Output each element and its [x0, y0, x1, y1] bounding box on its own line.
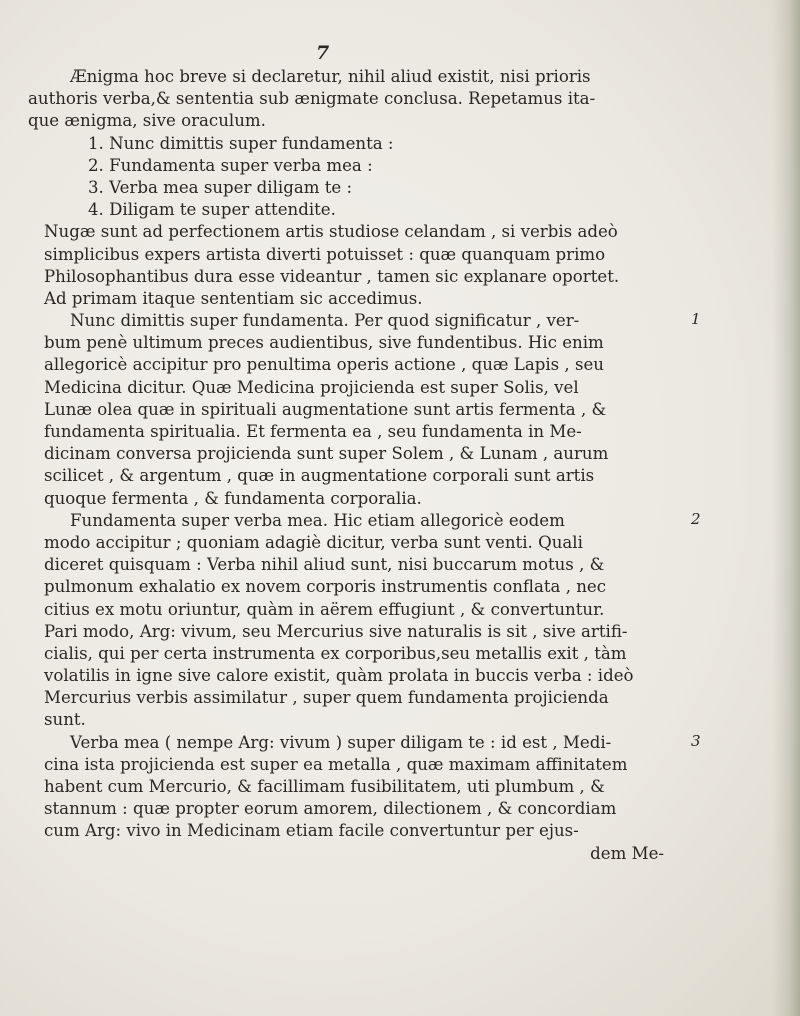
text-line: cialis, qui per certa instrumenta ex corporibus,seu metallis exit , tàm — [44, 643, 627, 663]
text-line: allegoricè accipitur pro penultima operis actione , quæ Lapis , seu — [44, 355, 604, 375]
margin-note-number: 1 — [691, 310, 701, 329]
text-line: 4. Diligam te super attendite. — [88, 200, 336, 220]
text-line: quoque fermenta , & fundamenta corporalia. — [44, 488, 422, 508]
text-line: sunt. — [44, 710, 86, 730]
text-line: Philosophantibus dura esse videantur , tamen sic explanare oportet. — [44, 266, 620, 286]
text-line: Lunæ olea quæ in spirituali augmentatione sunt artis fermenta , & — [44, 399, 607, 419]
text-line: Fundamenta super verba mea. Hic etiam allegoricè eodem — [70, 510, 565, 530]
text-line: dicinam conversa projicienda sunt super Solem , & Lunam , aurum — [44, 444, 609, 464]
text-line: Pari modo, Arg: vivum, seu Mercurius sive naturalis is sit , sive artifi- — [44, 621, 628, 641]
text-line: scilicet , & argentum , quæ in augmentatione corporali sunt artis — [44, 466, 595, 486]
margin-note-number: 2 — [691, 510, 701, 528]
text-line: stannum : quæ propter eorum amorem, dilectionem , & concordiam — [44, 799, 617, 819]
text-line: Ad primam itaque sententiam sic accedimus. — [44, 288, 423, 308]
text-line: volatilis in igne sive calore existit, quàm prolata in buccis verba : ideò — [44, 666, 634, 686]
text-line: 3. Verba mea super diligam te : — [88, 177, 353, 197]
body-text — [28, 66, 701, 865]
text-line: modo accipitur ; quoniam adagiè dicitur, verba sunt venti. Quali — [44, 532, 583, 552]
text-line: dem Me- — [590, 843, 664, 863]
text-line: cum Arg: vivo in Medicinam etiam facile convertuntur per ejus- — [44, 821, 579, 841]
text-line: authoris verba,& sententia sub ænigmate conclusa. Repetamus ita- — [28, 89, 596, 109]
text-line: que ænigma, sive oraculum. — [28, 111, 266, 131]
text-line: 1. Nunc dimittis super fundamenta : — [88, 133, 394, 153]
page-edge-shadow — [772, 0, 800, 1016]
text-line: 2. Fundamenta super verba mea : — [88, 155, 373, 175]
text-line: bum penè ultimum preces audientibus, sive fundentibus. Hic enim — [44, 333, 604, 353]
text-line: Mercurius verbis assimilatur , super quem fundamenta projicienda — [44, 688, 609, 708]
text-line: pulmonum exhalatio ex novem corporis instrumentis conflata , nec — [44, 577, 607, 597]
text-line: Ænigma hoc breve si declaretur, nihil aliud existit, nisi prioris — [70, 67, 591, 86]
text-line: diceret quisquam : Verba nihil aliud sunt, nisi buccarum motus , & — [44, 555, 605, 575]
text-line: Nugæ sunt ad perfectionem artis studiose celandam , si verbis adeò — [44, 222, 618, 242]
text-line: Medicina dicitur. Quæ Medicina projicienda est super Solis, vel — [44, 377, 579, 397]
text-line: Verba mea ( nempe Arg: vivum ) super diligam te : id est , Medi- — [70, 732, 612, 752]
text-line: citius ex motu oriuntur, quàm in aërem effugiunt , & convertuntur. — [44, 599, 605, 619]
text-line: habent cum Mercurio, & facillimam fusibilitatem, uti plumbum , & — [44, 777, 605, 796]
text-line: Nunc dimittis super fundamenta. Per quod significatur , ver- — [70, 311, 580, 331]
text-line: fundamenta spiritualia. Et fermenta ea , seu fundamenta in Me- — [44, 422, 582, 441]
text-line: cina ista projicienda est super ea metalla , quæ maximam affinitatem — [44, 754, 628, 774]
margin-note-number: 3 — [691, 732, 701, 750]
text-line: simplicibus expers artista diverti potuisset : quæ quanquam primo — [44, 244, 606, 264]
page-number: 7 — [316, 42, 330, 64]
